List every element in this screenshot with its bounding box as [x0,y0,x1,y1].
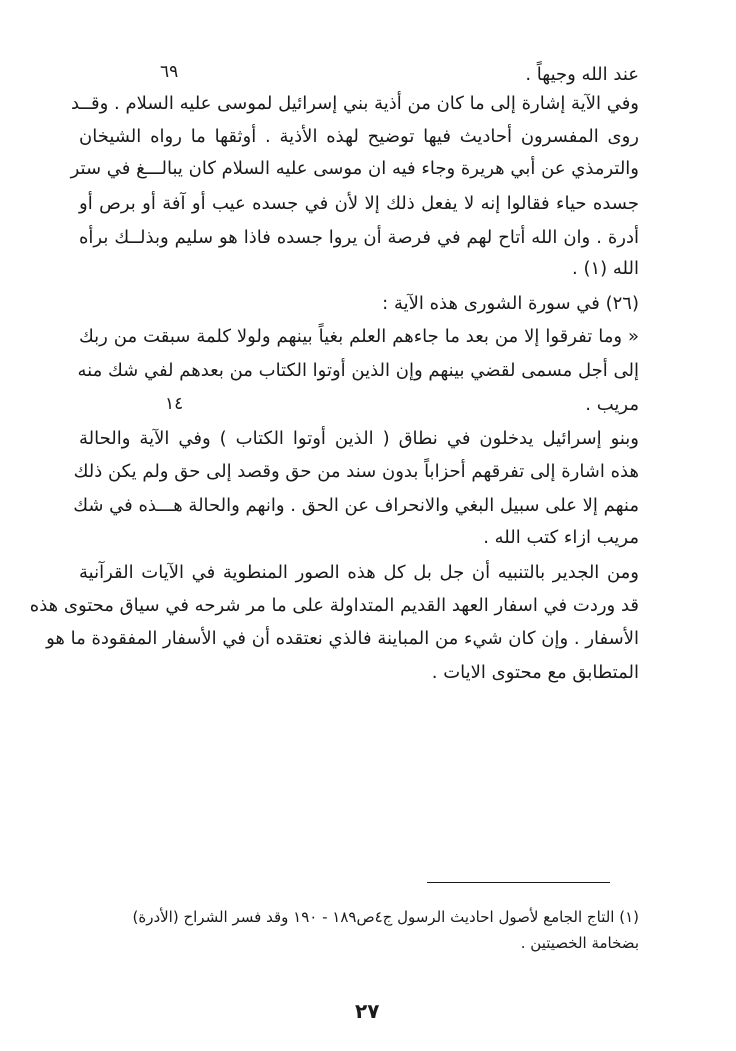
text-line-13: هذه اشارة إلى تفرقهم أحزاباً بدون سند من حق وقصد إلى حق ولم يكن ذلك [73,461,639,482]
text-line-15: مريب ازاء كتب الله . [483,527,639,548]
verse-reference-middle: ١٤ [165,394,184,414]
text-line-1: عند الله وجيهاً . [525,64,639,85]
quran-line-2: إلى أجل مسمى لقضي بينهم وإن الذين أوتوا الكتاب من بعدهم لفي شك منه [77,360,639,381]
text-line-4: والترمذي عن أبي هريرة وجاء فيه ان موسى عليه السلام كان يبالـــغ في ستر [70,158,639,179]
text-line-2: وفي الآية إشارة إلى ما كان من أذية بني إسرائيل لموسى عليه السلام . وقــد [71,93,639,114]
verse-reference-top: ٦٩ [160,62,179,82]
quran-line-1: « وما تفرقوا إلا من بعد ما جاءهم العلم بغياً بينهم ولولا كلمة سبقت من ربك [79,326,639,347]
text-line-8: (٢٦) في سورة الشورى هذه الآية : [382,293,639,314]
text-line-6: أدرة . وان الله أتاح لهم في فرصة أن يروا جسده فاذا هو سليم وبذلــك برأه [79,227,639,248]
text-line-16: ومن الجدير بالتنبيه أن جل بل كل هذه الصور المنطوية في الآيات القرآنية [79,562,639,583]
text-line-5: جسده حياء فقالوا إنه لا يفعل ذلك إلا لأن في جسده عيب أو آفة أو برص أو [79,193,639,214]
text-line-7: الله (١) . [572,258,639,279]
text-line-12: وبنو إسرائيل يدخلون في نطاق ( الذين أوتوا الكتاب ) وفي الآية والحالة [79,428,639,449]
text-line-3: روى المفسرون أحاديث فيها توضيح لهذه الأذية . أوثقها ما رواه الشيخان [79,126,639,147]
text-line-18: الأسفار . وإن كان شيء من المباينة فالذي نعتقده أن في الأسفار المفقودة ما هو [46,628,639,649]
footnote-line-1: (١) التاج الجامع لأصول احاديث الرسول ج٤ص١٨٩ - ١٩٠ وقد فسر الشراح (الأدرة) [132,908,639,926]
page-number: ٢٧ [355,999,380,1023]
text-line-19: المتطابق مع محتوى الايات . [431,662,639,683]
footnote-line-2: بضخامة الخصيتين . [520,934,639,952]
footnote-divider [427,882,610,883]
text-line-17: قد وردت في اسفار العهد القديم المتداولة على ما مر شرحه في سياق محتوى هذه [29,595,639,616]
text-line-14: منهم إلا على سبيل البغي والانحراف عن الحق . وانهم والحالة هـــذه في شك [73,495,639,516]
quran-line-3: مريب . [585,394,639,415]
